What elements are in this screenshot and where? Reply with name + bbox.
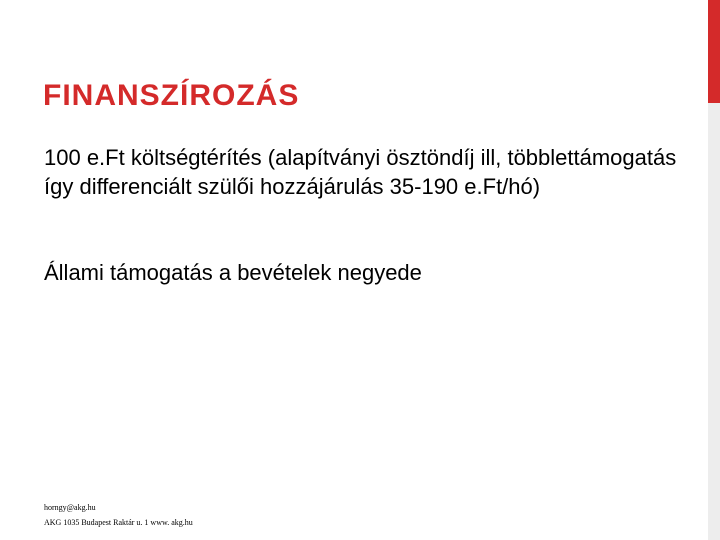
slide-title: FINANSZÍROZÁS	[43, 79, 300, 112]
body-paragraph-funding: 100 e.Ft költségtérítés (alapítványi ösztöndíj ill, többlettámogatás így differenciált szülői hozzájárulás 35-190 e.Ft/hó)	[44, 145, 677, 199]
accent-bar-red-segment	[708, 0, 720, 103]
accent-bar-gray-segment	[708, 103, 720, 540]
footer-email: horngy@akg.hu	[44, 503, 96, 512]
footer-address: AKG 1035 Budapest Raktár u. 1 www. akg.hu	[44, 518, 193, 527]
body-paragraph-state-support: Állami támogatás a bevételek negyede	[44, 260, 422, 285]
right-accent-bar	[708, 0, 720, 540]
